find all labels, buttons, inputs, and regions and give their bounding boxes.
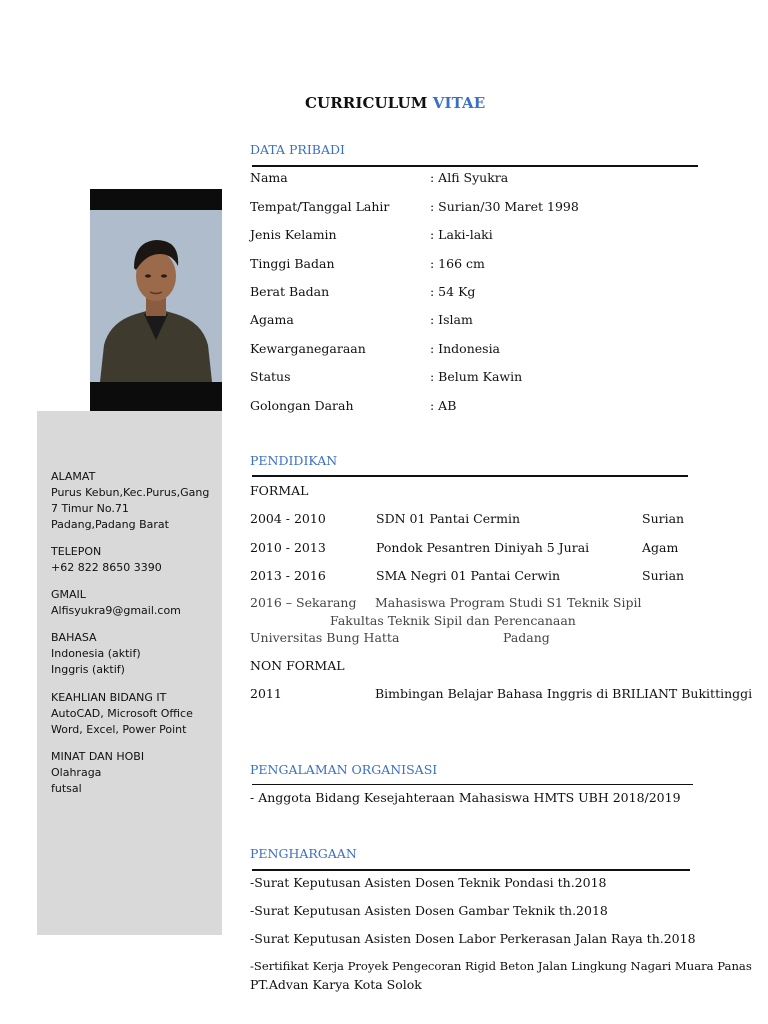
personal-label: Golongan Darah (250, 398, 354, 413)
personal-label: Tinggi Badan (250, 256, 335, 271)
phone-heading: TELEPON (51, 545, 102, 558)
hobbies-heading: MINAT DAN HOBI (51, 750, 145, 763)
section-heading-education: PENDIDIKAN (250, 453, 338, 468)
personal-label: Nama (250, 170, 288, 185)
organization-item: - Anggota Bidang Kesejahteraan Mahasiswa HMTS UBH 2018/2019 (250, 790, 681, 805)
personal-label: Agama (250, 312, 294, 327)
personal-value: : AB (430, 398, 457, 413)
education-years: 2004 - 2010 (250, 511, 326, 526)
profile-photo (90, 210, 222, 382)
hobbies-block (51, 749, 219, 797)
personal-label: Jenis Kelamin (250, 227, 337, 242)
education-place: Surian (642, 568, 685, 583)
education-years: 2013 - 2016 (250, 568, 326, 583)
award-item: -Sertifikat Kerja Proyek Pengecoran Rigid Beton Jalan Lingkung Nagari Muara Panas (250, 959, 752, 973)
section-divider (252, 869, 690, 871)
education-school: Pondok Pesantren Diniyah 5 Jurai (376, 540, 590, 555)
it-skill-1: AutoCAD, Microsoft Office (51, 707, 193, 720)
hobby-2: futsal (51, 782, 82, 795)
email-block (51, 587, 219, 619)
education-years: 2010 - 2013 (250, 540, 326, 555)
university-faculty: Fakultas Teknik Sipil dan Perencanaan (330, 613, 576, 628)
profile-photo-frame (90, 189, 222, 411)
personal-value: : Belum Kawin (430, 369, 523, 384)
section-heading-personal: DATA PRIBADI (250, 142, 345, 157)
language-1: Indonesia (aktif) (51, 647, 141, 660)
address-block (51, 469, 219, 533)
it-skills-block (51, 690, 219, 738)
section-divider (252, 165, 698, 167)
phone-number: +62 822 8650 3390 (51, 561, 162, 574)
personal-value: : Laki-laki (430, 227, 493, 242)
page-title (305, 94, 485, 112)
personal-value: : 54 Kg (430, 284, 476, 299)
address-line-1: Purus Kebun,Kec.Purus,Gang (51, 486, 210, 499)
education-place: Agam (642, 540, 679, 555)
education-place: Surian (642, 511, 685, 526)
nonformal-years: 2011 (250, 686, 282, 701)
section-divider (252, 784, 693, 785)
personal-value: : 166 cm (430, 256, 485, 271)
it-skill-2: Word, Excel, Power Point (51, 723, 187, 736)
university-program: Mahasiswa Program Studi S1 Teknik Sipil (375, 595, 642, 610)
personal-label: Status (250, 369, 291, 384)
title-part-2: VITAE (432, 94, 486, 112)
award-item-continuation: PT.Advan Karya Kota Solok (250, 977, 422, 992)
section-heading-organization: PENGALAMAN ORGANISASI (250, 762, 438, 777)
personal-label: Kewarganegaraan (250, 341, 366, 356)
language-2: Inggris (aktif) (51, 663, 125, 676)
formal-label: FORMAL (250, 483, 309, 498)
nonformal-label: NON FORMAL (250, 658, 345, 673)
email-address: Alfisyukra9@gmail.com (51, 604, 181, 617)
education-school: SDN 01 Pantai Cermin (376, 511, 521, 526)
sidebar-contact (37, 411, 222, 935)
education-school: SMA Negri 01 Pantai Cerwin (376, 568, 561, 583)
personal-value: : Islam (430, 312, 473, 327)
language-heading: BAHASA (51, 631, 97, 644)
award-item: -Surat Keputusan Asisten Dosen Teknik Pondasi th.2018 (250, 875, 607, 890)
phone-block (51, 544, 219, 576)
personal-label: Berat Badan (250, 284, 330, 299)
address-heading: ALAMAT (51, 470, 96, 483)
university-place: Padang (503, 630, 550, 645)
email-heading: GMAIL (51, 588, 86, 601)
personal-value: : Indonesia (430, 341, 501, 356)
nonformal-desc: Bimbingan Belajar Bahasa Inggris di BRILIANT Bukittinggi (375, 686, 753, 701)
hobby-1: Olahraga (51, 766, 102, 779)
award-item: -Surat Keputusan Asisten Dosen Labor Perkerasan Jalan Raya th.2018 (250, 931, 696, 946)
title-part-1: CURRICULUM (305, 94, 428, 112)
university-years: 2016 – Sekarang (250, 595, 357, 610)
section-heading-awards: PENGHARGAAN (250, 846, 357, 861)
personal-value: : Alfi Syukra (430, 170, 509, 185)
language-block (51, 630, 219, 678)
address-line-3: Padang,Padang Barat (51, 518, 169, 531)
award-item: -Surat Keputusan Asisten Dosen Gambar Teknik th.2018 (250, 903, 608, 918)
it-skills-heading: KEAHLIAN BIDANG IT (51, 691, 167, 704)
personal-value: : Surian/30 Maret 1998 (430, 199, 579, 214)
address-line-2: 7 Timur No.71 (51, 502, 129, 515)
section-divider (252, 475, 688, 477)
personal-label: Tempat/Tanggal Lahir (250, 199, 390, 214)
university-name: Universitas Bung Hatta (250, 630, 400, 645)
